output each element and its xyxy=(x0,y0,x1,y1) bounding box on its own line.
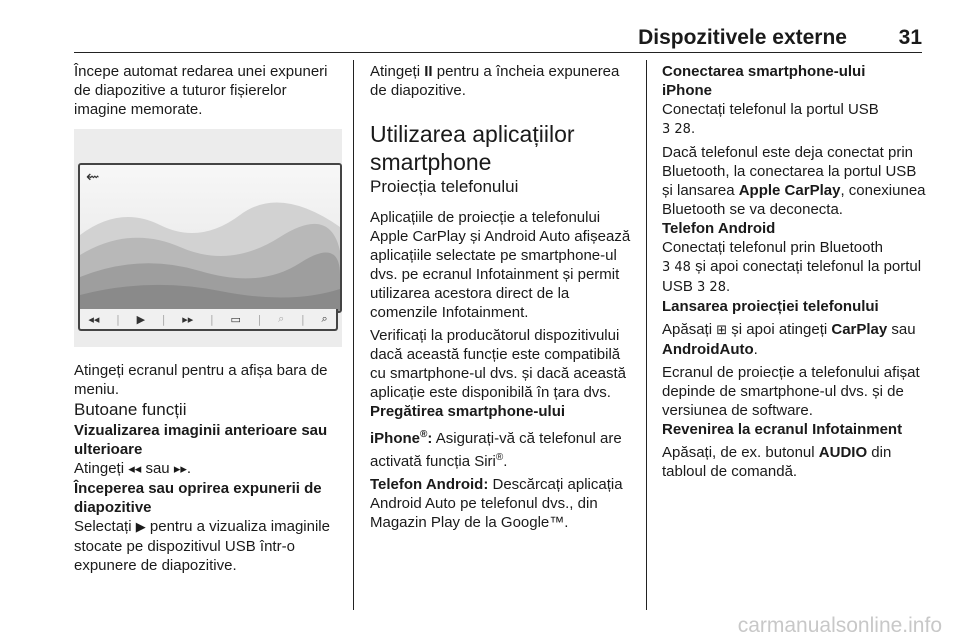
page-number: 31 xyxy=(898,26,922,49)
android-connect-paragraph: Conectați telefonul prin Bluetooth 3 48 și apoi conectați telefonul la portul USB 3 28. xyxy=(662,239,922,295)
section-heading-smartphone-apps: Utilizarea aplicațiilor smartphone xyxy=(370,121,575,175)
connect-smartphone-heading: Conectarea smartphone-ului xyxy=(662,63,866,80)
prepare-smartphone-heading: Pregătirea smartphone-ului xyxy=(370,403,566,420)
slideshow-screen-illustration xyxy=(74,129,342,347)
column-divider xyxy=(353,60,354,610)
watermark: carmanualsonline.info xyxy=(737,614,942,637)
android-prep-paragraph: Telefon Android: Descărcați aplicația Android Auto pe telefonul dvs., din Magazin Play de la Google™. xyxy=(370,476,623,531)
return-infotainment-heading: Revenirea la ecranul Infotainment xyxy=(662,421,903,438)
return-infotainment-paragraph: Apăsați, de ex. butonul AUDIO din tabloul de comandă. xyxy=(662,444,892,480)
prev-next-paragraph: Atingeți ◂◂ sau ▸▸. xyxy=(74,460,192,477)
section-heading-function-buttons: Butoane funcții xyxy=(74,400,187,419)
mountain-landscape-image xyxy=(80,165,340,311)
pause-symbol: II xyxy=(424,63,433,80)
stop-slideshow-paragraph: Atingeți II pentru a încheia expunerea de diapozitive. xyxy=(370,63,620,99)
compatibility-paragraph: Verificați la producătorul dispozitivului dacă această funcție este compatibilă cu smartphone-ul dvs. și dacă această aplicație este disponibilă în țara dvs. xyxy=(370,327,626,401)
page-header xyxy=(74,22,922,53)
zoom-out-icon[interactable]: ⌕ xyxy=(278,312,285,325)
bluetooth-disconnect-paragraph: Dacă telefonul este deja conectat prin Bluetooth, la conectarea la portul USB și lansarea Apple CarPlay, conexiunea Bluetooth se va deconecta. xyxy=(662,144,926,218)
home-grid-icon: ⊞ xyxy=(716,323,728,338)
play-icon[interactable]: ▶ xyxy=(136,312,146,326)
rewind-icon[interactable]: ◂◂ xyxy=(88,312,100,326)
page-title: Dispozitivele externe xyxy=(638,26,847,49)
page-reference[interactable]: 3 48 xyxy=(662,260,691,275)
zoom-in-icon[interactable]: ⌕ xyxy=(321,312,328,325)
subsection-heading-phone-projection: Proiecția telefonului xyxy=(370,177,519,196)
intro-paragraph: Începe automat redarea unei expuneri de diapozitive a tuturor fișierelor imagine memorate. xyxy=(74,63,328,118)
prev-next-heading: Vizualizarea imaginii anterioare sau ulterioare xyxy=(74,422,328,458)
launch-projection-paragraph: Apăsați ⊞ și apoi atingeți CarPlay sau AndroidAuto. xyxy=(662,321,916,358)
fit-screen-icon[interactable]: ▭ xyxy=(230,312,241,326)
page-reference[interactable]: 3 28. xyxy=(697,280,731,295)
iphone-prep-paragraph: iPhone®: Asigurați-vă că telefonul are activată funcția Siri®. xyxy=(370,429,622,470)
column-3 xyxy=(662,62,930,481)
rewind-symbol: ◂◂ xyxy=(128,462,142,477)
fast-forward-icon[interactable]: ▸▸ xyxy=(182,312,194,326)
projection-screen-paragraph: Ecranul de proiecție a telefonului afișat depinde de smartphone-ul dvs. și de versiunea de software. xyxy=(662,364,920,419)
slideshow-paragraph: Selectați ▶ pentru a vizualiza imaginile stocate pe dispozitivul USB într-o expunere de diapozitive. xyxy=(74,518,330,574)
launch-projection-heading: Lansarea proiecției telefonului xyxy=(662,298,879,315)
slideshow-heading: Începerea sau oprirea expunerii de diapozitive xyxy=(74,480,322,516)
projection-paragraph: Aplicațiile de proiecție a telefonului Apple CarPlay și Android Auto afișează aplicațiile selectate pe smartphone-ul dvs. pe ecranul Infotainment și permit utilizarea acestora direct de la comenzile Infotainment. xyxy=(370,209,631,321)
slideshow-control-bar: ◂◂ | ▶ | ▸▸ | ▭ | ⌕ | ⌕ xyxy=(78,309,338,331)
fast-forward-symbol: ▸▸ xyxy=(173,462,187,477)
column-2 xyxy=(370,62,634,532)
figure-caption: Atingeți ecranul pentru a afișa bara de meniu. xyxy=(74,362,328,398)
page-reference[interactable]: 3 28. xyxy=(662,122,696,137)
back-arrow-icon[interactable]: ⇜ xyxy=(86,167,100,186)
column-divider xyxy=(646,60,647,610)
android-phone-subheading: Telefon Android xyxy=(662,220,776,237)
iphone-connect-paragraph: Conectați telefonul la portul USB 3 28. xyxy=(662,101,879,137)
image-viewer-screen xyxy=(78,163,342,313)
column-1 xyxy=(74,62,342,575)
play-symbol: ▶ xyxy=(135,520,146,535)
iphone-subheading: iPhone xyxy=(662,82,713,99)
